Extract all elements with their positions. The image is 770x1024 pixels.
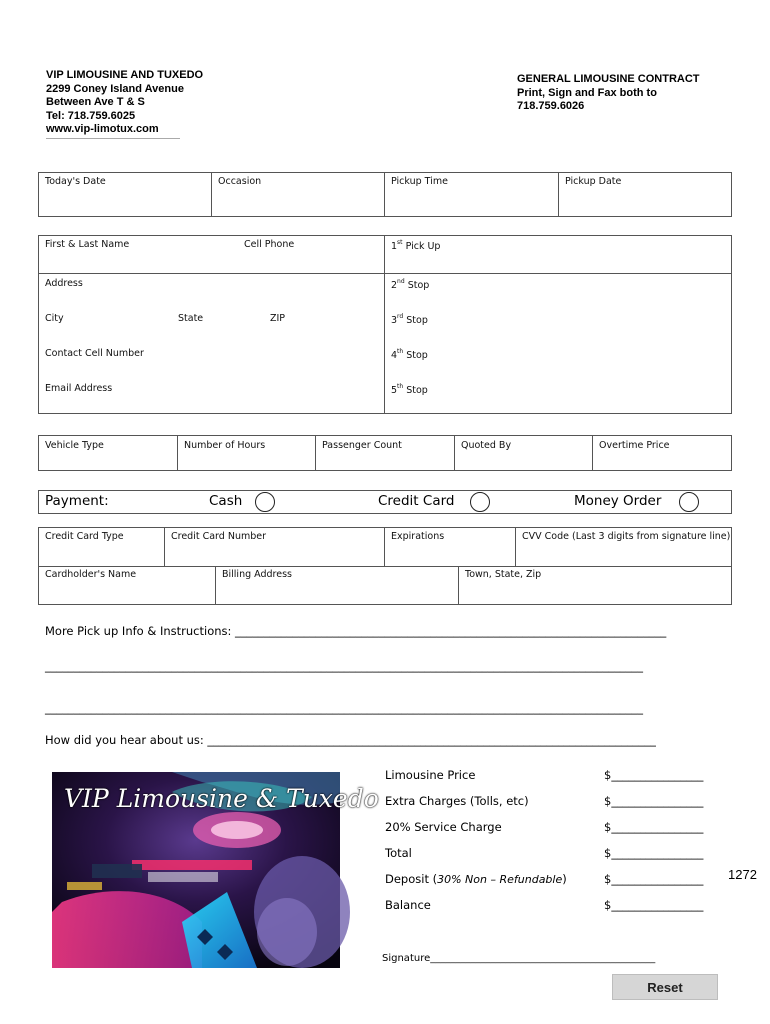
stop-number: 1 — [391, 241, 398, 252]
cash-radio[interactable] — [255, 492, 275, 512]
billing-address-field[interactable]: Billing Address — [222, 569, 292, 580]
stop-ordinal: st — [397, 239, 403, 246]
divider — [164, 527, 165, 566]
stop-label: Stop — [406, 350, 428, 361]
limo-interior-image — [52, 772, 379, 968]
deposit-label-text: Deposit ( — [385, 872, 438, 886]
money-order-radio[interactable] — [679, 492, 699, 512]
divider — [38, 273, 732, 274]
stop-number: 5 — [391, 385, 398, 396]
zip-field[interactable]: ZIP — [270, 313, 286, 324]
company-name: VIP LIMOUSINE AND TUXEDO — [46, 69, 204, 81]
stop-4-field[interactable] — [391, 348, 428, 361]
stop-3-field[interactable] — [391, 313, 428, 326]
divider — [458, 566, 459, 605]
reset-button[interactable]: Reset — [612, 974, 718, 1000]
total-field[interactable]: $________________ — [604, 846, 704, 860]
cvv-field[interactable]: CVV Code (Last 3 digits from signature line) — [522, 531, 731, 542]
passenger-count-field[interactable]: Passenger Count — [322, 440, 402, 451]
money-order-label: Money Order — [574, 493, 662, 509]
cash-label: Cash — [209, 493, 243, 509]
company-address-1: 2299 Coney Island Avenue — [46, 82, 184, 95]
company-website[interactable]: www.vip-limotux.com — [46, 123, 159, 135]
extra-charges-label: Extra Charges (Tolls, etc) — [385, 794, 529, 808]
customer-table — [38, 235, 732, 414]
stop-ordinal: rd — [397, 313, 404, 320]
signature-field[interactable]: Signature_____________________________________________ — [382, 953, 656, 964]
divider — [515, 527, 516, 566]
todays-date-field[interactable]: Today's Date — [45, 176, 106, 187]
divider — [384, 235, 385, 414]
stop-label: Pick Up — [405, 241, 441, 252]
stop-1-field[interactable] — [391, 239, 440, 252]
stop-number: 3 — [391, 315, 398, 326]
divider — [384, 527, 385, 566]
email-field[interactable]: Email Address — [45, 383, 113, 394]
contract-title: GENERAL LIMOUSINE CONTRACT — [517, 73, 700, 85]
instructions-line-2[interactable]: ________________________________________________________________________________________________________ — [45, 659, 643, 673]
contract-block — [517, 73, 700, 114]
stop-ordinal: th — [397, 348, 404, 355]
town-state-zip-field[interactable]: Town, State, Zip — [465, 569, 542, 580]
cardholder-name-field[interactable]: Cardholder's Name — [45, 569, 137, 580]
instructions-field[interactable]: More Pick up Info & Instructions: ___________________________________________________________________________ — [45, 624, 667, 638]
contract-instructions: Print, Sign and Fax both to — [517, 86, 657, 99]
service-charge-label: 20% Service Charge — [385, 820, 502, 834]
limousine-price-label: Limousine Price — [385, 768, 476, 782]
contract-fax: 718.759.6026 — [517, 100, 585, 112]
stop-label: Stop — [407, 280, 430, 291]
number-of-hours-field[interactable]: Number of Hours — [184, 440, 266, 451]
credit-card-number-field[interactable]: Credit Card Number — [171, 531, 266, 542]
credit-card-radio[interactable] — [470, 492, 490, 512]
pickup-time-field[interactable]: Pickup Time — [391, 176, 448, 187]
stop-label: Stop — [406, 315, 428, 326]
divider — [454, 435, 455, 471]
stop-ordinal: nd — [397, 278, 405, 285]
logo-text: VIP Limousine & Tuxedo — [64, 784, 379, 813]
extra-charges-field[interactable]: $________________ — [604, 794, 704, 808]
deposit-label — [385, 872, 567, 886]
divider — [177, 435, 178, 471]
total-label: Total — [385, 846, 412, 860]
stop-ordinal: th — [397, 383, 404, 390]
vehicle-type-field[interactable]: Vehicle Type — [45, 440, 104, 451]
referral-source-field[interactable]: How did you hear about us: ______________________________________________________________________________ — [45, 733, 656, 747]
first-last-name-field[interactable]: First & Last Name — [45, 239, 130, 250]
pickup-date-field[interactable]: Pickup Date — [565, 176, 622, 187]
quoted-by-field[interactable]: Quoted By — [461, 440, 512, 451]
divider — [315, 435, 316, 471]
balance-field[interactable]: $________________ — [604, 898, 704, 912]
header-divider — [46, 138, 180, 139]
stop-label: Stop — [406, 385, 428, 396]
form-number: 1272 — [728, 867, 757, 882]
deposit-note: 30% Non – Refundable — [437, 873, 563, 886]
instructions-line-3[interactable]: ________________________________________________________________________________________________________ — [45, 701, 643, 715]
cell-phone-field[interactable]: Cell Phone — [244, 239, 295, 250]
company-tel: Tel: 718.759.6025 — [46, 109, 136, 122]
deposit-label-close: ) — [562, 872, 567, 886]
divider — [592, 435, 593, 471]
divider — [215, 566, 216, 605]
balance-label: Balance — [385, 898, 431, 912]
payment-label: Payment: — [45, 493, 109, 509]
contact-cell-field[interactable]: Contact Cell Number — [45, 348, 144, 359]
stop-number: 2 — [391, 280, 398, 291]
divider — [558, 172, 559, 217]
overtime-price-field[interactable]: Overtime Price — [599, 440, 670, 451]
deposit-field[interactable]: $________________ — [604, 872, 704, 886]
booking-table — [38, 172, 732, 217]
divider — [38, 566, 732, 567]
limousine-price-field[interactable]: $________________ — [604, 768, 704, 782]
stop-5-field[interactable] — [391, 383, 428, 396]
company-block — [46, 69, 203, 137]
divider — [211, 172, 212, 217]
credit-card-type-field[interactable]: Credit Card Type — [45, 531, 124, 542]
occasion-field[interactable]: Occasion — [218, 176, 262, 187]
address-field[interactable]: Address — [45, 278, 83, 289]
company-address-2: Between Ave T & S — [46, 96, 145, 108]
divider — [384, 172, 385, 217]
stop-2-field[interactable] — [391, 278, 429, 291]
service-charge-field[interactable]: $________________ — [604, 820, 704, 834]
state-field[interactable]: State — [178, 313, 204, 324]
stop-number: 4 — [391, 350, 398, 361]
city-field[interactable]: City — [45, 313, 64, 324]
credit-card-label: Credit Card — [378, 493, 455, 509]
expiration-field[interactable]: Expirations — [391, 531, 445, 542]
